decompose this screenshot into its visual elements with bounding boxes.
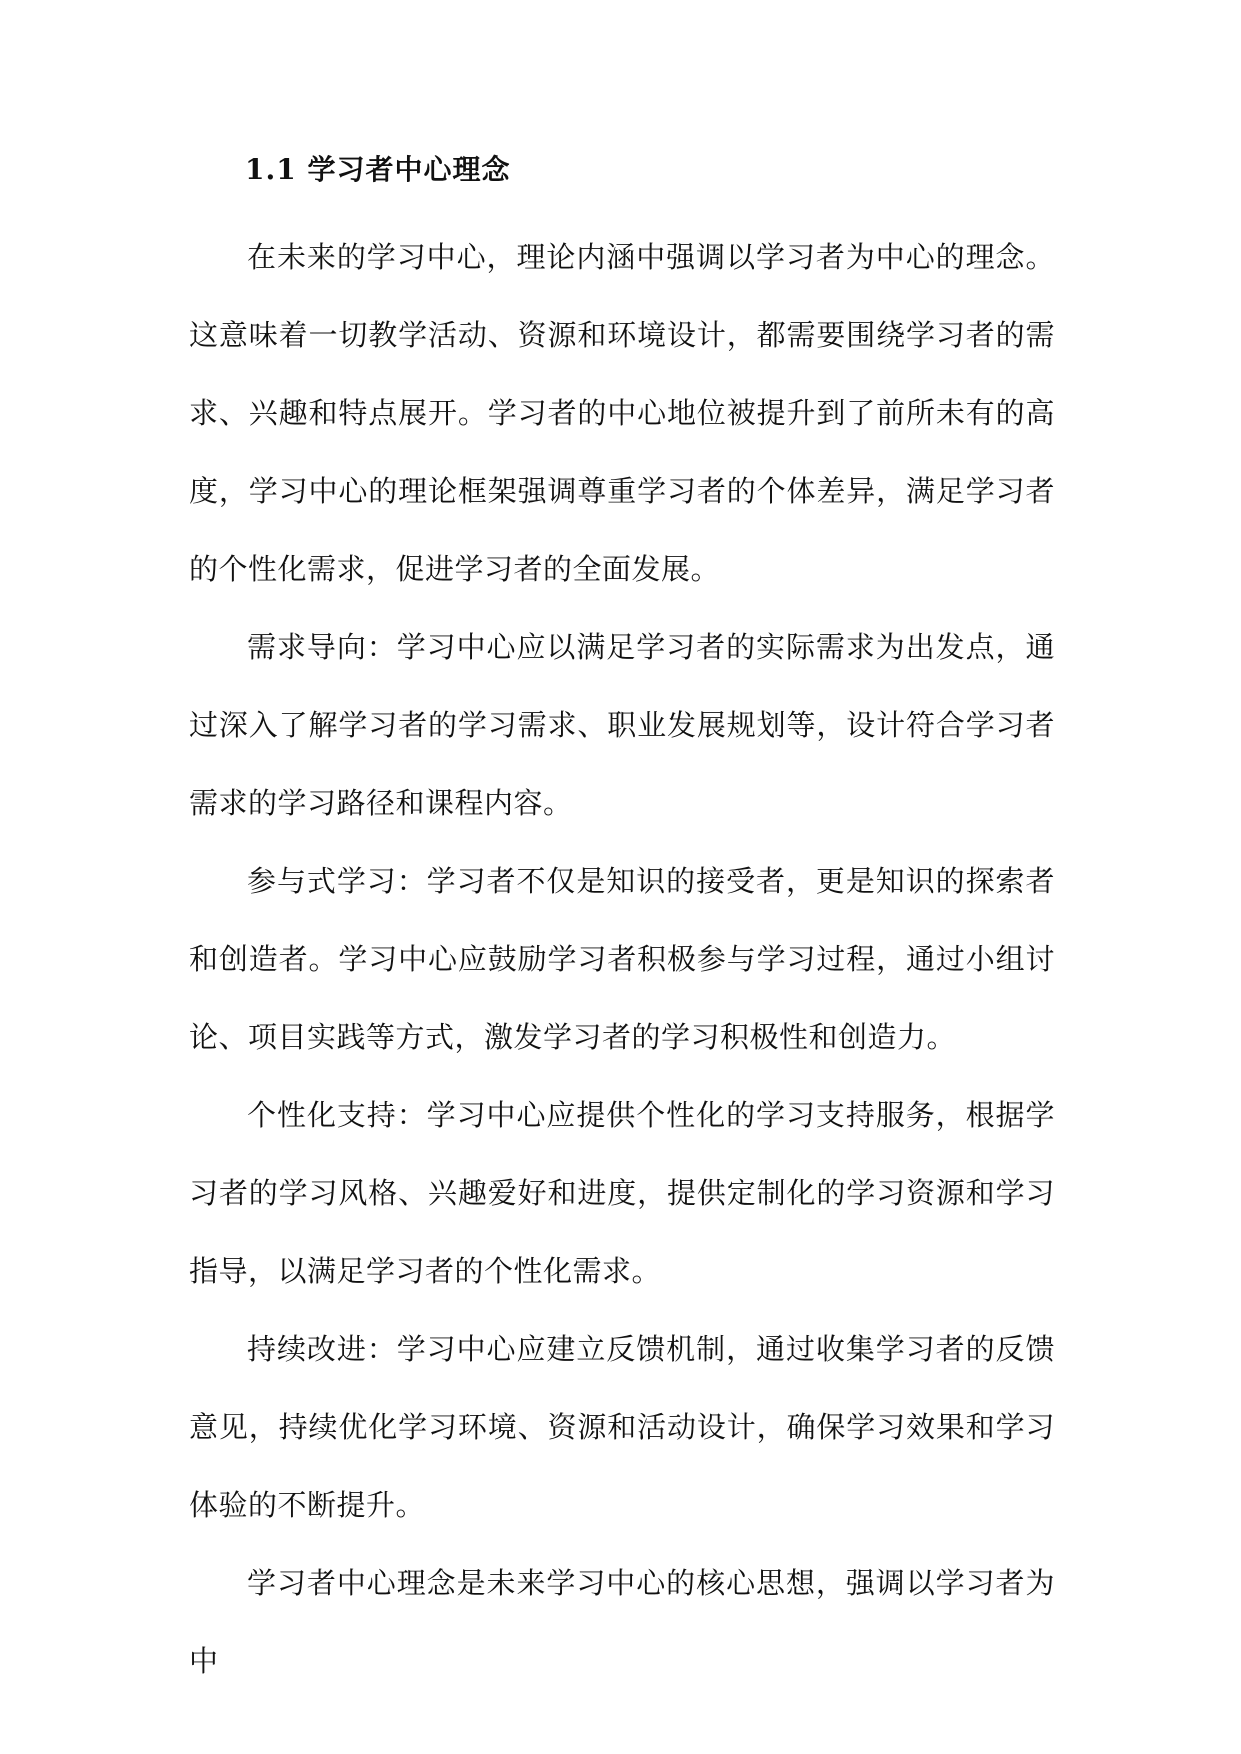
paragraph-summary: 学习者中心理念是未来学习中心的核心思想，强调以学习者为中: [189, 1566, 1055, 1678]
section-heading: [245, 150, 510, 190]
paragraph-participatory-learning: 参与式学习：学习者不仅是知识的接受者，更是知识的探索者和创造者。学习中心应鼓励学习者积极参与学习过程，通过小组讨论、项目实践等方式，激发学习者的学习积极性和创造力。: [189, 864, 1055, 1054]
section-title: 学习者中心理念: [307, 153, 511, 186]
paragraph-intro: 在未来的学习中心，理论内涵中强调以学习者为中心的理念。这意味着一切教学活动、资源和环境设计，都需要围绕学习者的需求、兴趣和特点展开。学习者的中心地位被提升到了前所未有的高度，学习中心的理论框架强调尊重学习者的个体差异，满足学习者的个性化需求，促进学习者的全面发展。: [189, 240, 1055, 586]
body-text: [189, 218, 1055, 1700]
paragraph-continuous-improvement: 持续改进：学习中心应建立反馈机制，通过收集学习者的反馈意见，持续优化学习环境、资源和活动设计，确保学习效果和学习体验的不断提升。: [189, 1332, 1055, 1522]
paragraph-personalized-support: 个性化支持：学习中心应提供个性化的学习支持服务，根据学习者的学习风格、兴趣爱好和进度，提供定制化的学习资源和学习指导，以满足学习者的个性化需求。: [189, 1098, 1055, 1288]
section-number: 1.1: [245, 153, 297, 186]
paragraph-demand-oriented: 需求导向：学习中心应以满足学习者的实际需求为出发点，通过深入了解学习者的学习需求、职业发展规划等，设计符合学习者需求的学习路径和课程内容。: [189, 630, 1055, 820]
